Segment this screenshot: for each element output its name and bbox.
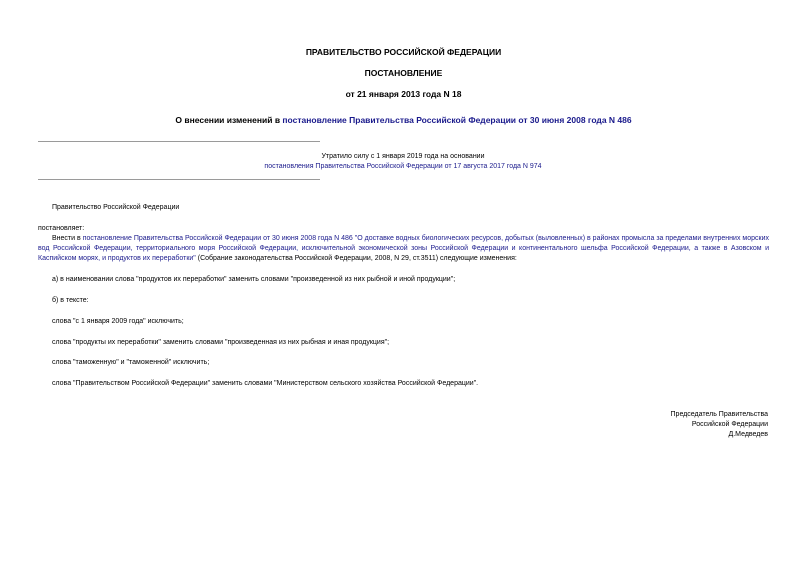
status-note-link[interactable]: постановления Правительства Российской Федерации от 17 августа 2017 года N 974 <box>264 163 542 170</box>
status-note-line1: Утратило силу с 1 января 2019 года на основании <box>321 153 485 160</box>
change-line-3: слова "таможенную" и "таможенной" исключить; <box>52 359 210 366</box>
doc-type-heading: ПОСТАНОВЛЕНИЕ <box>364 68 443 78</box>
decree-word: постановляет: <box>38 225 85 232</box>
intro-text: Правительство Российской Федерации <box>52 204 180 211</box>
paragraph-amend-prefix: Внести в <box>52 235 83 242</box>
change-line-2: слова "продукты их переработки" заменить словами "произведенная из них рыбная и иная продукция"; <box>52 339 390 346</box>
title-link[interactable]: постановление Правительства Российской Федерации от 30 июня 2008 года N 486 <box>282 115 632 125</box>
status-note <box>230 152 576 172</box>
document-title <box>0 115 807 125</box>
change-line-1: слова "с 1 января 2009 года" исключить; <box>52 318 184 325</box>
decree-486-link[interactable]: постановление Правительства Российской Федерации от 30 июня 2008 года N 486 "О доставке водных биологических ресурсов, добытых (выловленных) в районах промысла за пределами внутренних морских вод Российской Федерации, территориального моря Российской Федерации, исключительной экономической зоны Российской Федерации и континентального шельфа Российской Федерации, а также в Азовском и Каспийском морях, и продуктов их переработки" <box>38 235 769 262</box>
signature-name: Д.Медведев <box>728 431 768 438</box>
item-b: б) в тексте: <box>52 297 89 304</box>
separator-top <box>38 141 320 142</box>
government-heading: ПРАВИТЕЛЬСТВО РОССИЙСКОЙ ФЕДЕРАЦИИ <box>305 47 502 57</box>
date-number: от 21 января 2013 года N 18 <box>345 89 462 99</box>
title-prefix: О внесении изменений в <box>175 115 283 125</box>
item-a: а) в наименовании слова "продуктов их переработки" заменить словами "произведенной из них рыбной и иной продукции"; <box>52 276 456 283</box>
separator-bottom <box>38 179 320 180</box>
change-line-4: слова "Правительством Российской Федерации" заменить словами "Министерством сельского хозяйства Российской Федерации". <box>52 380 479 387</box>
signature-block <box>560 410 768 440</box>
signature-country: Российской Федерации <box>691 421 768 428</box>
paragraph-amend-suffix: (Собрание законодательства Российской Федерации, 2008, N 29, ст.3511) следующие изменения: <box>195 255 517 262</box>
paragraph-amend <box>38 234 769 264</box>
signature-title: Председатель Правительства <box>670 411 768 418</box>
